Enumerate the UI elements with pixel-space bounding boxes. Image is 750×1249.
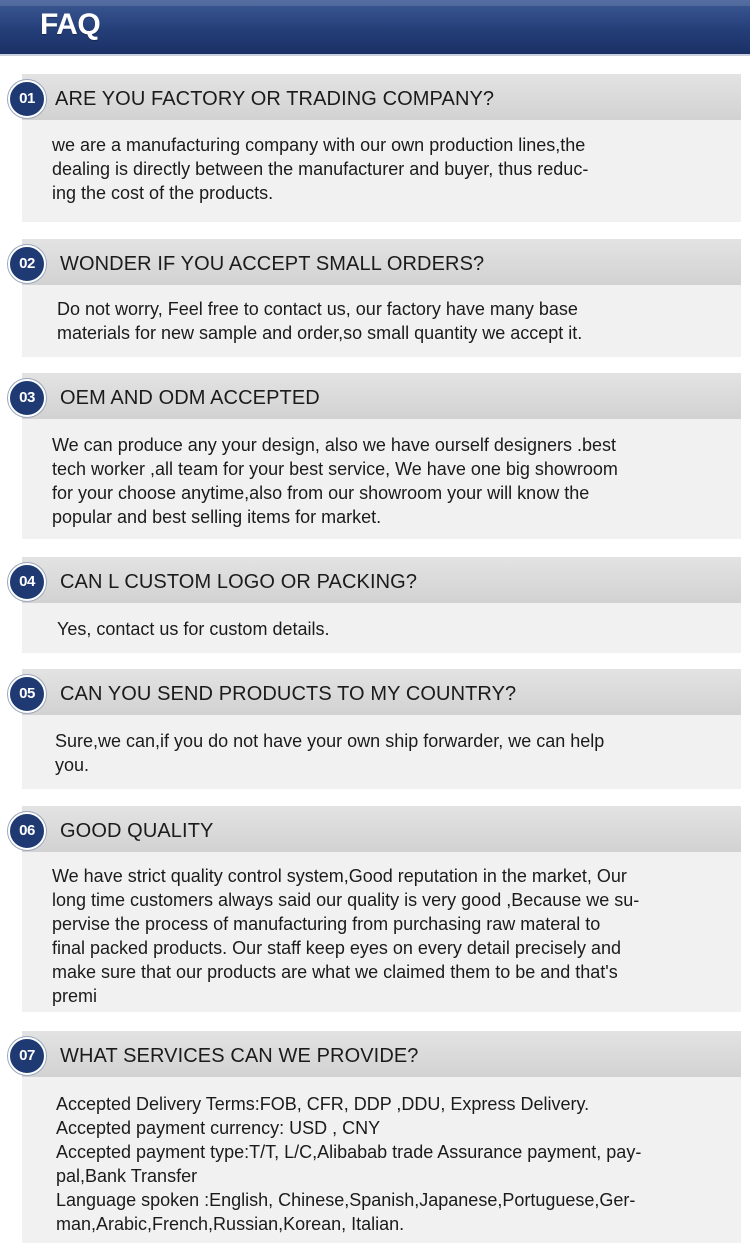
answer-line: Yes, contact us for custom details.	[57, 619, 330, 639]
faq-answer	[52, 864, 639, 1008]
answer-line: premi	[52, 986, 98, 1006]
faq-question: CAN YOU SEND PRODUCTS TO MY COUNTRY?	[60, 683, 517, 705]
faq-number-badge: 05	[8, 675, 46, 713]
faq-number-badge: 03	[8, 379, 46, 417]
answer-line: Do not worry, Feel free to contact us, our factory have many base	[57, 299, 578, 319]
answer-line: we are a manufacturing company with our own production lines,the	[52, 135, 586, 155]
answer-line: Sure,we can,if you do not have your own ship forwarder, we can help	[55, 731, 605, 751]
answer-line: Accepted payment currency: USD , CNY	[56, 1118, 381, 1138]
answer-line: tech worker ,all team for your best service, We have one big showroom	[52, 459, 618, 479]
answer-line: pal,Bank Transfer	[56, 1166, 198, 1186]
faq-answer	[57, 617, 329, 641]
answer-line: popular and best selling items for market.	[52, 507, 382, 527]
faq-question: WONDER IF YOU ACCEPT SMALL ORDERS?	[60, 253, 485, 275]
answer-line: ing the cost of the products.	[52, 183, 274, 203]
faq-answer	[56, 1092, 641, 1236]
answer-line: dealing is directly between the manufacturer and buyer, thus reduc-	[52, 159, 589, 179]
faq-question: WHAT SERVICES CAN WE PROVIDE?	[60, 1045, 419, 1067]
answer-line: man,Arabic,French,Russian,Korean, Italian.	[56, 1214, 405, 1234]
page-title: FAQ	[40, 8, 101, 41]
answer-line: pervise the process of manufacturing from purchasing raw materal to	[52, 914, 601, 934]
faq-answer	[52, 433, 618, 529]
faq-number-badge: 02	[8, 245, 46, 283]
faq-question: GOOD QUALITY	[60, 820, 214, 842]
faq-question: CAN L CUSTOM LOGO OR PACKING?	[60, 571, 418, 593]
answer-line: final packed products. Our staff keep eyes on every detail precisely and	[52, 938, 621, 958]
answer-line: make sure that our products are what we claimed them to be and that's	[52, 962, 618, 982]
faq-answer	[52, 133, 588, 205]
answer-line: We have strict quality control system,Good reputation in the market, Our	[52, 866, 627, 886]
answer-line: Accepted Delivery Terms:FOB, CFR, DDP ,DDU, Express Delivery.	[56, 1094, 590, 1114]
faq-question: ARE YOU FACTORY OR TRADING COMPANY?	[55, 88, 495, 110]
faq-number-badge: 04	[8, 563, 46, 601]
answer-line: materials for new sample and order,so small quantity we accept it.	[57, 323, 583, 343]
faq-number-badge: 07	[8, 1037, 46, 1075]
answer-line: you.	[55, 755, 90, 775]
faq-answer	[57, 297, 582, 345]
faq-number-badge: 06	[8, 812, 46, 850]
answer-line: Accepted payment type:T/T, L/C,Alibabab trade Assurance payment, pay-	[56, 1142, 642, 1162]
answer-line: We can produce any your design, also we have ourself designers .best	[52, 435, 616, 455]
header-divider	[0, 54, 750, 56]
faq-number-badge: 01	[8, 80, 46, 118]
header-shine	[0, 0, 750, 6]
faq-question: OEM AND ODM ACCEPTED	[60, 387, 320, 409]
faq-answer	[55, 729, 604, 777]
faq-header	[0, 0, 750, 54]
answer-line: for your choose anytime,also from our showroom your will know the	[52, 483, 590, 503]
answer-line: Language spoken :English, Chinese,Spanish,Japanese,Portuguese,Ger-	[56, 1190, 636, 1210]
answer-line: long time customers always said our quality is very good ,Because we su-	[52, 890, 640, 910]
